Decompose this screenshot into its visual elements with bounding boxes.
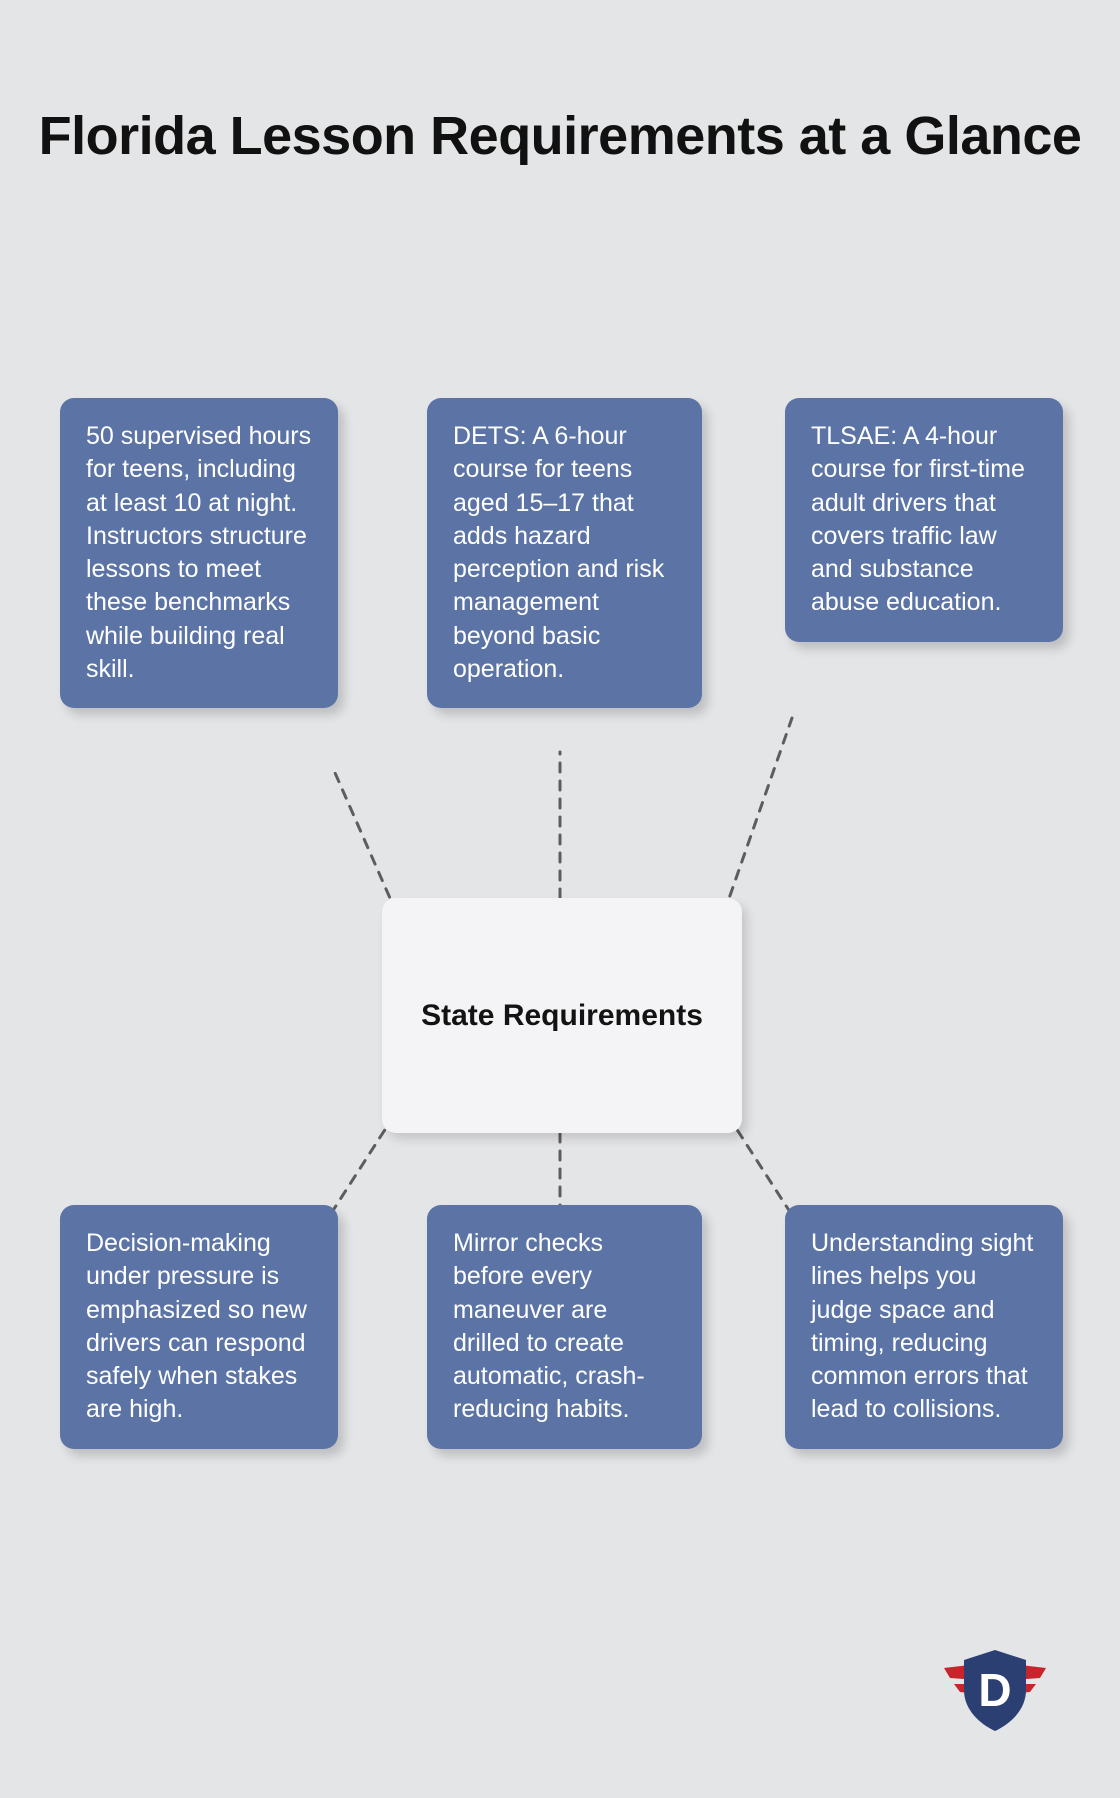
center-node-label: State Requirements (421, 998, 703, 1032)
node-top-center-text: DETS: A 6-hour course for teens aged 15–17 that adds hazard perception and risk management beyond basic operation. (453, 422, 665, 683)
node-bottom-right-text: Understanding sight lines helps you judge space and timing, reducing common errors that lead to collisions. (811, 1229, 1034, 1424)
brand-logo (940, 1642, 1050, 1737)
center-node[interactable] (382, 898, 742, 1133)
logo-letter: D (978, 1664, 1012, 1716)
node-bottom-center[interactable] (427, 1205, 702, 1449)
page-title: Florida Lesson Requirements at a Glance (38, 106, 1082, 166)
node-top-right-text: TLSAE: A 4-hour course for first-time adult drivers that covers traffic law and substance abuse education. (811, 422, 1025, 617)
node-top-right[interactable] (785, 398, 1063, 642)
node-top-left[interactable] (60, 398, 338, 708)
node-bottom-center-text: Mirror checks before every maneuver are drilled to create automatic, crash-reducing habits. (453, 1229, 645, 1424)
node-top-center[interactable] (427, 398, 702, 708)
node-bottom-left[interactable] (60, 1205, 338, 1449)
node-top-left-text: 50 supervised hours for teens, including at least 10 at night. Instructors structure lessons to meet these benchmarks while building real skill. (86, 422, 312, 683)
node-bottom-left-text: Decision-making under pressure is emphasized so new drivers can respond safely when stakes are high. (86, 1229, 307, 1424)
node-bottom-right[interactable] (785, 1205, 1063, 1449)
